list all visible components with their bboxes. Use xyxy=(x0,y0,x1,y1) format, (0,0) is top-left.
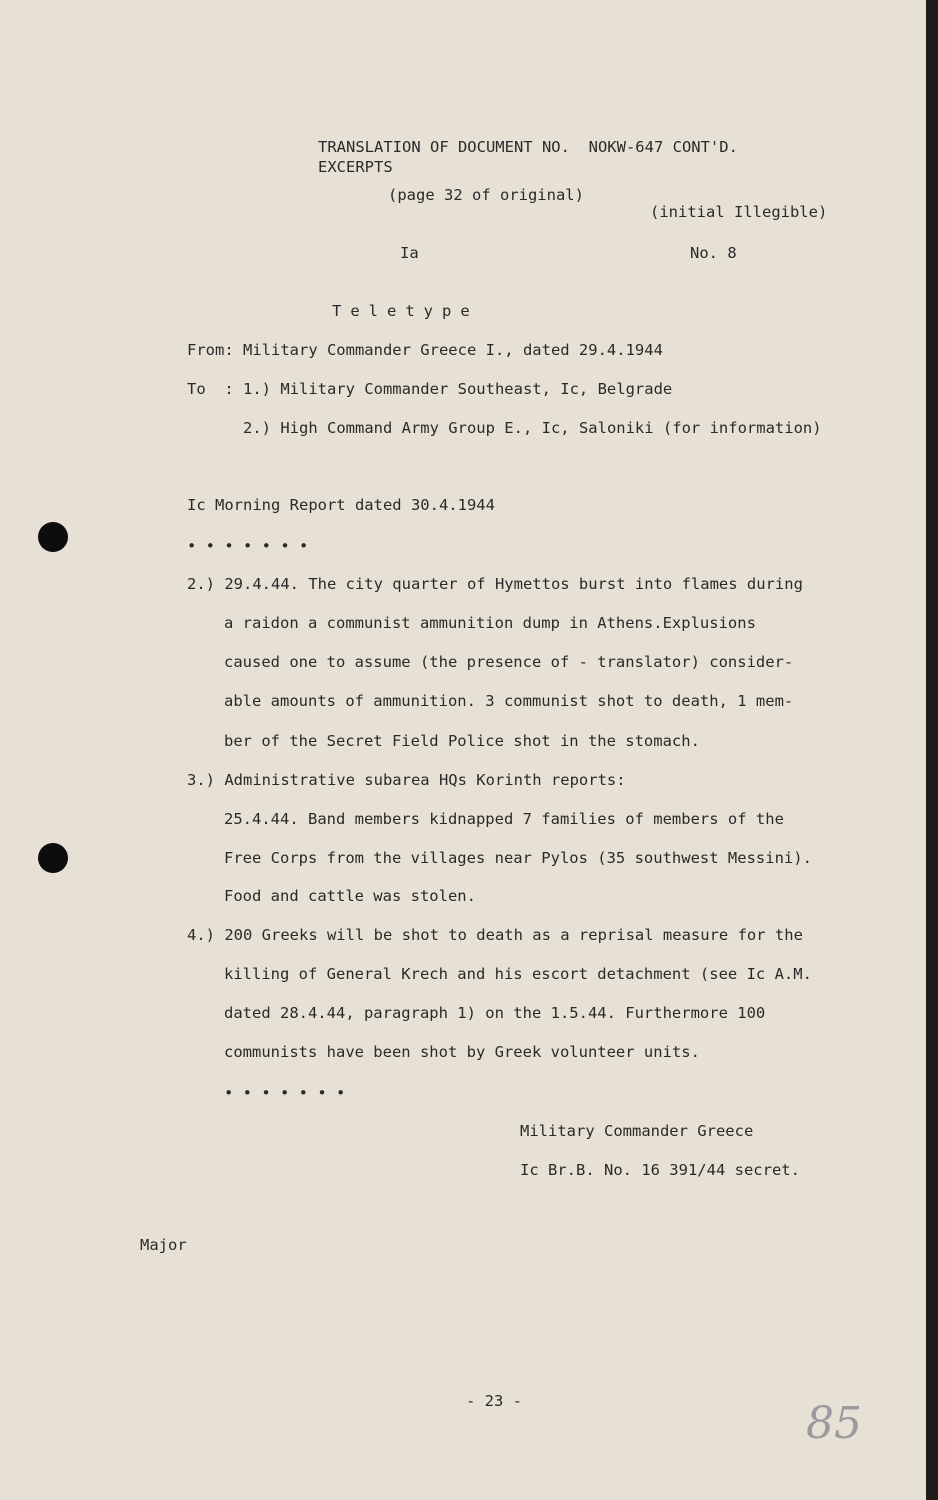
teletype-heading: Teletype xyxy=(332,302,479,320)
paragraph-4-line: 4.) 200 Greeks will be shot to death as a reprisal measure for the xyxy=(187,926,803,944)
pencil-page-number: 85 xyxy=(806,1398,862,1449)
to-line-1: To : 1.) Military Commander Southeast, Ic, Belgrade xyxy=(187,380,673,398)
report-title: Ic Morning Report dated 30.4.1944 xyxy=(187,496,495,514)
paragraph-2-line: able amounts of ammunition. 3 communist shot to death, 1 mem- xyxy=(224,692,794,710)
signature-reference: Ic Br.B. No. 16 391/44 secret. xyxy=(520,1161,800,1179)
punch-hole xyxy=(38,843,68,873)
punch-hole xyxy=(38,522,68,552)
paragraph-4-line: communists have been shot by Greek volunteer units. xyxy=(224,1043,700,1061)
section-ia: Ia xyxy=(400,244,419,262)
paragraph-4-line: dated 28.4.44, paragraph 1) on the 1.5.44. Furthermore 100 xyxy=(224,1004,766,1022)
paragraph-2-line: caused one to assume (the presence of - translator) consider- xyxy=(224,653,794,671)
paragraph-3-line: 3.) Administrative subarea HQs Korinth reports: xyxy=(187,771,626,789)
page-reference: (page 32 of original) xyxy=(388,186,584,204)
ellipsis-dots: • • • • • • • xyxy=(187,537,309,555)
paragraph-4-line: killing of General Krech and his escort detachment (see Ic A.M. xyxy=(224,965,812,983)
header-excerpts: EXCERPTS xyxy=(318,158,393,176)
paragraph-2-line: ber of the Secret Field Police shot in the stomach. xyxy=(224,732,700,750)
page-number: - 23 - xyxy=(466,1392,522,1410)
paragraph-3-line: 25.4.44. Band members kidnapped 7 families of members of the xyxy=(224,810,784,828)
to-line-2: 2.) High Command Army Group E., Ic, Saloniki (for information) xyxy=(243,419,822,437)
paragraph-2-line: 2.) 29.4.44. The city quarter of Hymettos burst into flames during xyxy=(187,575,803,593)
ellipsis-dots: • • • • • • • xyxy=(224,1084,346,1102)
document-number: No. 8 xyxy=(690,244,737,262)
rank-major: Major xyxy=(140,1236,187,1254)
paragraph-2-line: a raidon a communist ammunition dump in Athens.Explusions xyxy=(224,614,756,632)
paragraph-3-line: Food and cattle was stolen. xyxy=(224,887,476,905)
header-title: TRANSLATION OF DOCUMENT NO. NOKW-647 CONT'D. xyxy=(318,138,738,156)
from-line: From: Military Commander Greece I., dated 29.4.1944 xyxy=(187,341,663,359)
paragraph-3-line: Free Corps from the villages near Pylos (35 southwest Messini). xyxy=(224,849,812,867)
initial-note: (initial Illegible) xyxy=(650,203,828,221)
signature-title: Military Commander Greece xyxy=(520,1122,754,1140)
